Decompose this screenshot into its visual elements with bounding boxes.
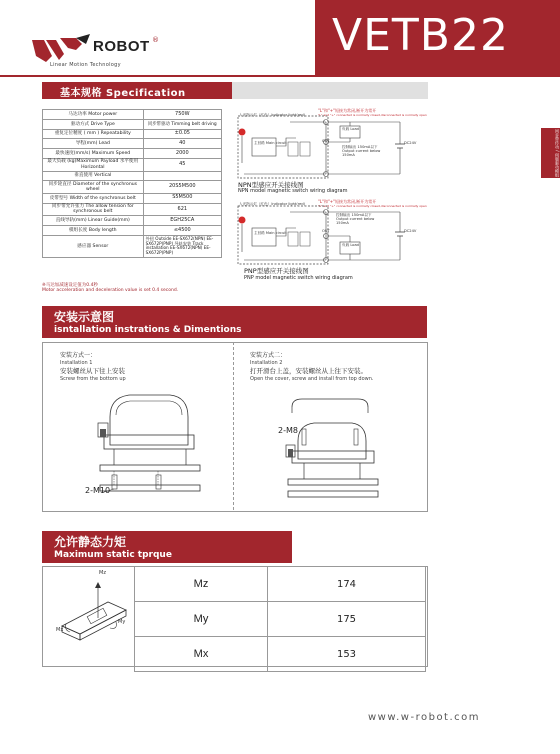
spec-table — [42, 109, 222, 258]
spec-label: 垂直使用 Vertical — [43, 171, 144, 181]
table-row — [43, 139, 222, 149]
table-row — [135, 602, 426, 637]
spec-value: 750W — [143, 110, 221, 120]
install-1-desc-cn: 安装螺丝从下往上安装 — [60, 367, 125, 375]
npn-load: 负载 Load — [342, 127, 359, 131]
axis-my: My — [118, 619, 126, 625]
spec-value: ±0.05 — [143, 129, 221, 139]
wiring-note-2: "L"和"+"短接为常闭,断开为常开 — [318, 199, 377, 204]
spec-value: 同步带驱动 Timming belt driving — [143, 119, 221, 129]
footer-url[interactable]: www.w-robot.com — [368, 712, 481, 723]
install-2-title-cn: 安装方式二： — [250, 352, 287, 359]
table-row — [43, 235, 222, 257]
install-divider — [233, 342, 234, 510]
spec-value: 2000 — [143, 149, 221, 159]
install-1-title-en: Installation 1 — [60, 360, 93, 366]
spec-title-text: 基本规格 Specification — [60, 88, 186, 99]
torque-axes-drawing — [52, 568, 134, 664]
spec-value — [143, 171, 221, 181]
install-1-drawing — [90, 385, 210, 500]
install-1-title-cn: 安装方式一： — [60, 352, 97, 359]
pnp-dc: DC24V — [404, 229, 417, 233]
torque-table — [134, 566, 426, 672]
table-row — [43, 181, 222, 194]
spec-label: 驱动方式 Drive Type — [43, 119, 144, 129]
spec-label: 最快速度(mm/s) Maximum Speed — [43, 149, 144, 159]
torque-section-title — [42, 531, 292, 563]
spec-label: 马达功率 Motor power — [43, 110, 144, 120]
header-rule — [0, 75, 560, 77]
spec-section-title — [42, 82, 232, 99]
torque-title-en: Maximum static tprque — [54, 550, 172, 560]
axis-mz: Mz — [99, 570, 106, 576]
install-title-cn: 安装示意图 — [54, 310, 115, 324]
spec-value: S5M500 — [143, 193, 221, 203]
spec-label: 重复定位精度 ( mm ) Repeatability — [43, 129, 144, 139]
install-title-en: isntallation instrations & Dimentions — [54, 325, 242, 335]
pnp-load: 负载 Load — [342, 243, 359, 247]
spec-label: 同步带允许张力 The allow tension for synchronous belt — [43, 203, 144, 216]
torque-key: My — [135, 602, 268, 637]
table-row — [43, 216, 222, 226]
install-2-desc-en: Open the cover, screw and install from top down. — [250, 376, 374, 382]
model-title: VETB22 — [332, 10, 509, 61]
table-row — [43, 110, 222, 120]
pnp-caption-en: PNP model magnetic switch wiring diagram — [244, 275, 353, 281]
brand-tagline: Linear Motion Technology — [50, 62, 121, 68]
spec-value: EGH25CA — [143, 216, 221, 226]
npn-indicator: 入光指示灯（红色）Indicator light(red) — [239, 113, 306, 117]
install-2-drawing — [278, 395, 388, 505]
torque-key: Mx — [135, 637, 268, 672]
torque-value: 174 — [268, 567, 426, 602]
table-row — [43, 203, 222, 216]
robot-logo-icon — [32, 34, 90, 62]
side-tab: 同步带传动 / 伺服驱动模组 — [541, 128, 560, 178]
npn-caption-cn: NPN型感应开关接线图 — [238, 181, 304, 189]
spec-note — [42, 283, 178, 294]
pnp-caption-cn: PNP型感应开关接线图 — [244, 267, 309, 275]
table-row — [135, 567, 426, 602]
table-row — [43, 129, 222, 139]
spec-title-bar — [232, 82, 428, 99]
spec-label: 最大负载 (kg)Maximum Payload 水平使用 Horizontal — [43, 158, 144, 171]
pnp-out-spec: 控制输出 150mA以下 Output current below 150mA — [336, 213, 375, 225]
install-1-screw: 2-M10 — [85, 486, 111, 495]
spec-label: 皮带型号 Width of the synchronus belt — [43, 193, 144, 203]
spec-value: 45 — [143, 158, 221, 171]
torque-key: Mz — [135, 567, 268, 602]
install-1-desc-en: Screw from the bottom up — [60, 376, 126, 382]
table-row — [43, 193, 222, 203]
table-row — [43, 226, 222, 236]
npn-out: OUT — [322, 139, 330, 143]
spec-value: 40 — [143, 139, 221, 149]
spec-value: ≤4500 — [143, 226, 221, 236]
spec-label: 导程(mm) Lead — [43, 139, 144, 149]
wiring-note-en: "L" and "+" connected is normally closed,disconnected is normally open — [318, 113, 427, 117]
pnp-main-circuit: 主回路 Main circuit — [254, 231, 287, 235]
spec-label: 直线导轨(mm) Linear Guide(mm) — [43, 216, 144, 226]
note-cn: ※马达加减速设定值为0.4秒 — [42, 283, 98, 288]
spec-label: 感应器 Sensor — [43, 235, 144, 257]
axis-mx: Mx — [56, 627, 64, 633]
install-2-desc-cn: 打开滑台上盖，安装螺丝从上往下安装。 — [250, 367, 367, 375]
pnp-out: OUT — [322, 229, 330, 233]
wiring-note-2-en: "L" and "+" connected is normally closed,disconnected is normally open — [318, 204, 427, 208]
spec-value: 20S5M500 — [143, 181, 221, 194]
install-2-title-en: Installation 2 — [250, 360, 283, 366]
note-en: Motor acceleration and deceleration value is set 0.4 second. — [42, 288, 179, 294]
spec-value: 621 — [143, 203, 221, 216]
table-row — [43, 158, 222, 171]
spec-label: 模组长度 Body length — [43, 226, 144, 236]
spec-label: 同步轮直径 Diameter of the synchronus wheel — [43, 181, 144, 194]
torque-title-cn: 允许静态力矩 — [54, 535, 127, 549]
brand-name: ROBOT — [93, 38, 150, 55]
spec-value: 外扭 Outside EE-SX672(NPN) EE-SX672P(PNP) 导轨安装 Track installation EE-SX672(NPN) EE-SX672P(PNP) — [143, 235, 221, 257]
npn-dc: DC24V — [404, 141, 417, 145]
install-2-screw: 2-M8 — [278, 426, 298, 435]
pnp-indicator: 入光指示灯（红色）Indicator light(red) — [239, 202, 306, 206]
npn-out-spec: 控制输出 150mA以下 Output current below 150mA — [342, 145, 381, 157]
brand-registered: ® — [152, 36, 159, 44]
wiring-note: "L"和"+"短接为常闭,断开为常开 — [318, 108, 377, 113]
npn-main-circuit: 主回路 Main circuit — [254, 141, 287, 145]
npn-caption-en: NPN model magnetic switch wiring diagram — [238, 188, 348, 194]
table-row — [43, 149, 222, 159]
table-row — [135, 637, 426, 672]
torque-value: 153 — [268, 637, 426, 672]
table-row — [43, 119, 222, 129]
install-section-title — [42, 306, 427, 338]
table-row — [43, 171, 222, 181]
torque-value: 175 — [268, 602, 426, 637]
